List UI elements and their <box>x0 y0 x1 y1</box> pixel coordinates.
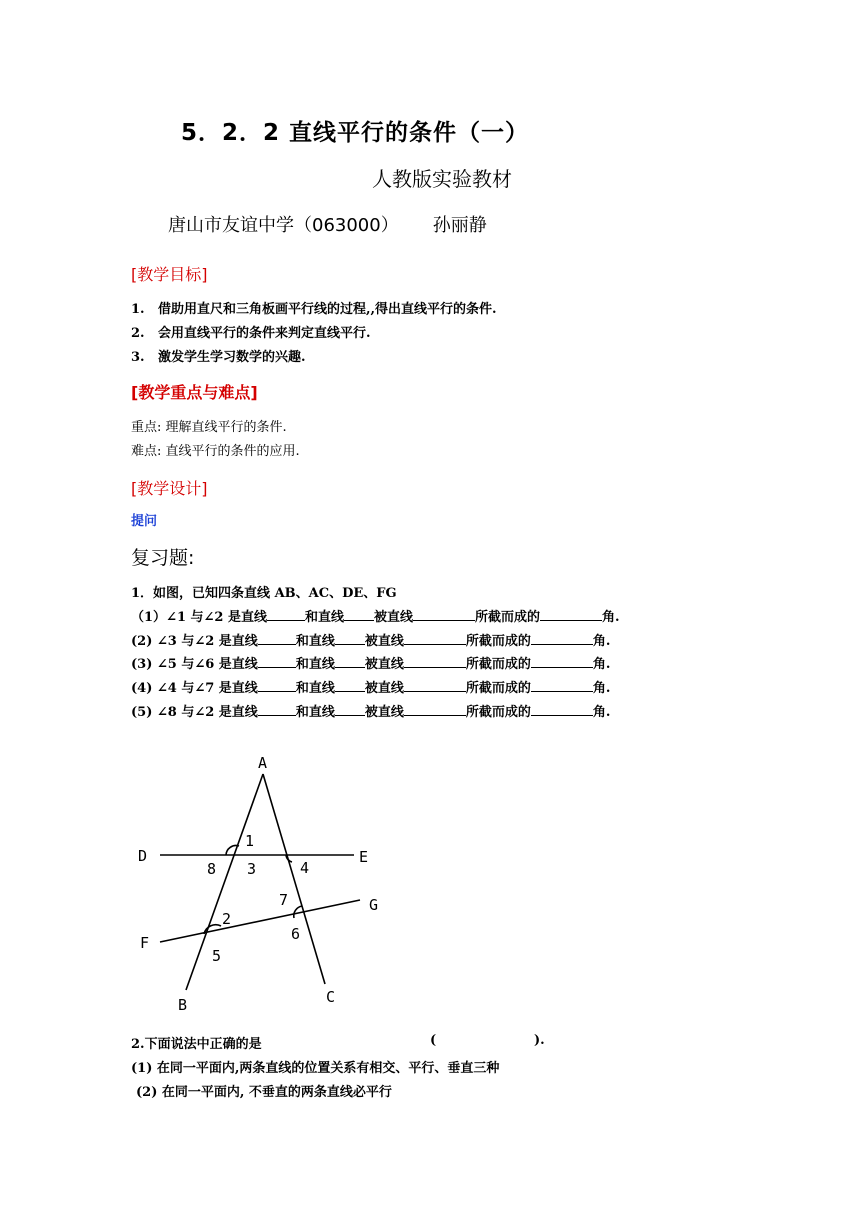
angle-label-8: 8 <box>207 860 217 878</box>
point-B: B <box>178 996 188 1014</box>
author-school: 唐山市友谊中学（063000） <box>168 215 399 236</box>
q1-item: (2) ∠3 与∠2 是直线 和直线 被直线 所截而成的 角. <box>131 634 611 649</box>
goal-item: 3. 激发学生学习数学的兴趣. <box>131 350 306 365</box>
q1-stem: 1．如图，已知四条直线 AB、AC、DE、FG <box>131 586 397 601</box>
textbook-subtitle: 人教版实验教材 <box>372 167 512 191</box>
angle-label-2: 2 <box>222 910 232 928</box>
point-A: A <box>258 754 268 772</box>
point-G: G <box>369 896 379 914</box>
key-difficulty: 难点: 直线平行的条件的应用. <box>131 444 300 459</box>
q1-item: (5) ∠8 与∠2 是直线 和直线 被直线 所截而成的 角. <box>131 705 611 720</box>
line-FG <box>160 900 360 942</box>
section-goals-heading: [教学目标] <box>131 265 208 284</box>
angle-label-6: 6 <box>291 925 301 943</box>
angle-arc-4 <box>286 855 292 862</box>
goal-item: 2. 会用直线平行的条件来判定直线平行. <box>131 326 371 341</box>
q2-paren-close: ). <box>534 1033 545 1048</box>
line-AB <box>186 774 263 990</box>
q2-stem: 2.下面说法中正确的是 <box>131 1037 262 1052</box>
angle-label-7: 7 <box>279 891 289 909</box>
goal-item: 1. 借助用直尺和三角板画平行线的过程,,得出直线平行的条件. <box>131 302 497 317</box>
angle-label-5: 5 <box>212 947 222 965</box>
geometry-figure <box>128 748 398 1018</box>
q1-item: (4) ∠4 与∠7 是直线 和直线 被直线 所截而成的 角. <box>131 681 611 696</box>
q2-option: (1) 在同一平面内,两条直线的位置关系有相交、平行、垂直三种 <box>131 1061 500 1076</box>
angle-label-1: 1 <box>245 832 255 850</box>
review-title: 复习题: <box>131 547 195 569</box>
q2-option: (2) 在同一平面内, 不垂直的两条直线必平行 <box>136 1085 392 1100</box>
angle-label-4: 4 <box>300 859 310 877</box>
section-key-points-heading: [教学重点与难点] <box>131 383 258 402</box>
section-design-heading: [教学设计] <box>131 479 208 498</box>
point-C: C <box>326 988 336 1006</box>
line-AC <box>263 774 325 984</box>
q1-item: （1）∠1 与∠2 是直线 和直线 被直线 所截而成的 角. <box>131 610 620 625</box>
author-line <box>168 211 487 237</box>
q2-paren-open: ( <box>430 1033 437 1048</box>
angle-label-3: 3 <box>247 860 257 878</box>
q1-item: (3) ∠5 与∠6 是直线 和直线 被直线 所截而成的 角. <box>131 657 611 672</box>
author-name: 孙丽静 <box>432 215 487 236</box>
ask-label: 提问 <box>131 514 158 529</box>
point-F: F <box>140 934 150 952</box>
point-E: E <box>359 848 369 866</box>
point-D: D <box>138 847 148 865</box>
page-title: 5．2．2 直线平行的条件（一） <box>181 120 530 146</box>
key-focus: 重点: 理解直线平行的条件. <box>131 420 287 435</box>
